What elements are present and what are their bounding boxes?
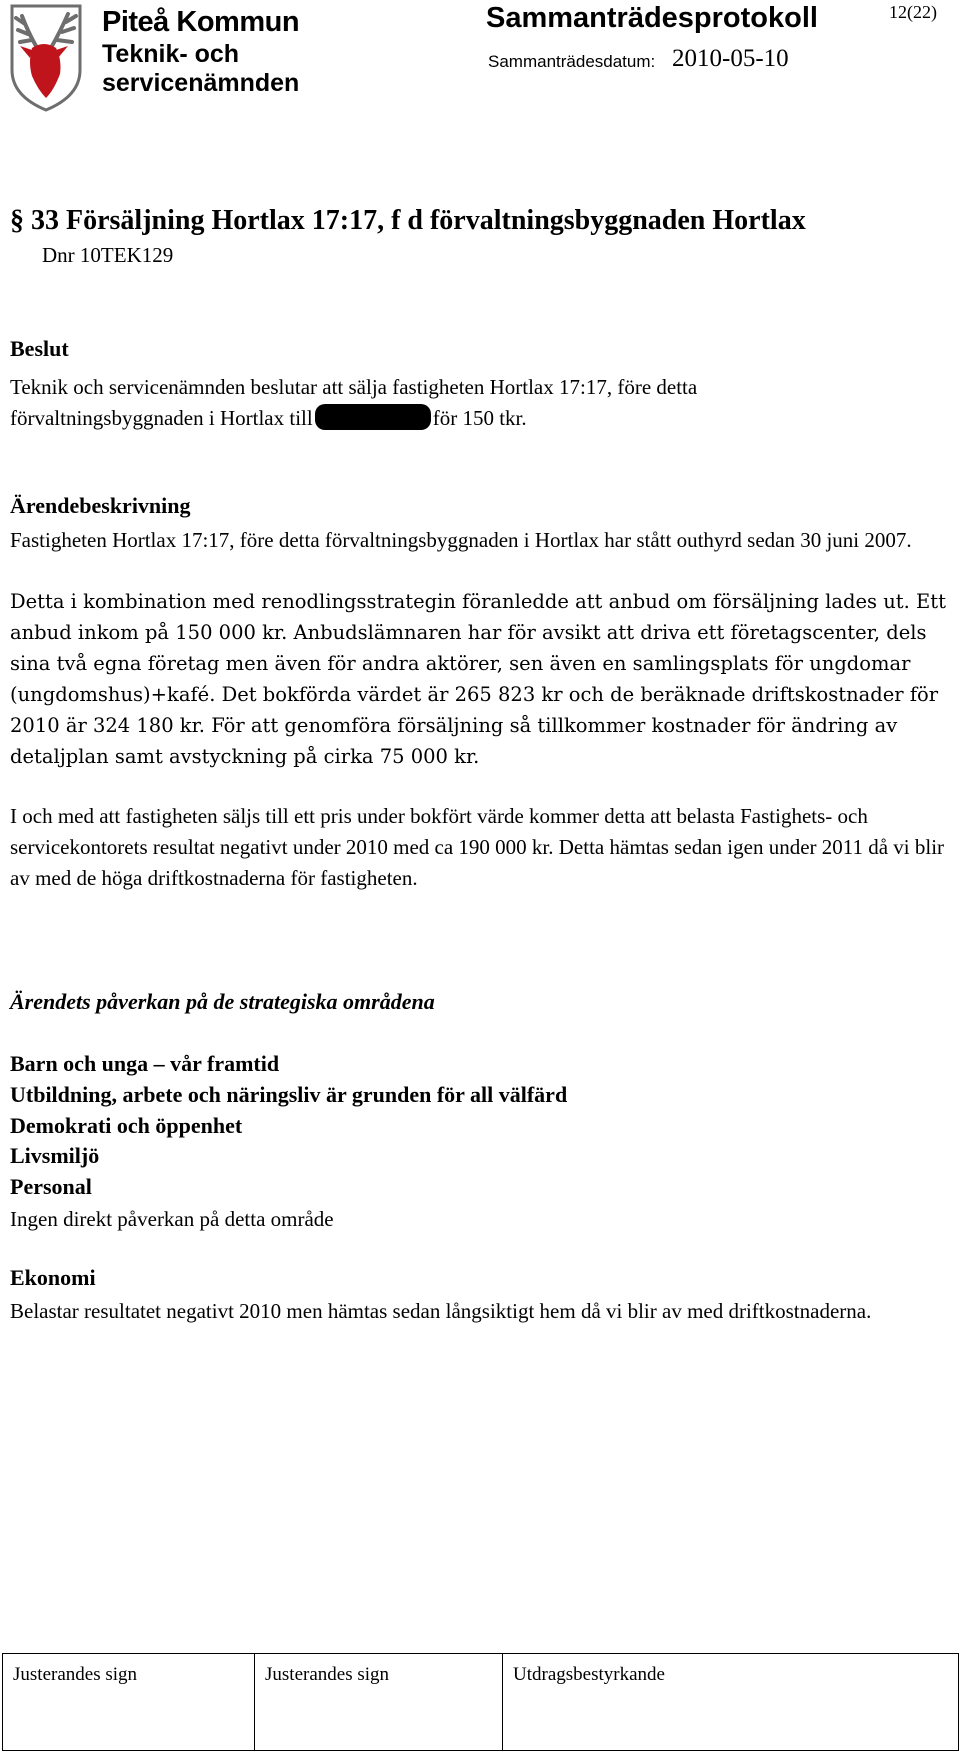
decision-heading: Beslut [10, 336, 69, 361]
section-heading: § 33 Försäljning Hortlax 17:17, f d förvaltningsbyggnaden Hortlax [10, 205, 806, 236]
signature-cell [3, 1654, 255, 1750]
redaction-block [315, 404, 431, 430]
page-number: 12(22) [889, 2, 937, 22]
decision-line-2-end: för 150 tkr. [432, 406, 527, 430]
strategic-area-item: Personal [10, 1174, 92, 1199]
extract-certification-cell [503, 1654, 958, 1750]
signature-table [2, 1653, 959, 1751]
extract-certification-label: Utdragsbestyrkande [513, 1664, 665, 1685]
strategic-area-item: Livsmiljö [10, 1143, 100, 1168]
organization-name: Piteå Kommun [102, 6, 300, 38]
meeting-date-value: 2010-05-10 [672, 45, 789, 72]
economy-text: Belastar resultatet negativt 2010 men hämtas sedan långsiktigt hem då vi blir av med driftkostnaderna. [10, 1299, 872, 1323]
case-description-paragraph-2: Detta i kombination med renodlingsstrategin föranledde att anbud om försäljning lades ut. Ett anbud inkom på 150 000 kr. Anbudslämnaren har för avsikt att driva ett företagscenter, dels sina två egna företag men även för andra aktörer, sen även en samlingsplats för ungdomar (ungdomshus)+kafé. Det bokförda värdet är 265 823 kr och de beräknade driftskostnader för 2010 är 324 180 kr. För att genomföra försäljning så tillkommer kostnader för ändring av detaljplan samt avstyckning på cirka 75 000 kr. [10, 590, 946, 768]
strategic-impact-heading: Ärendets påverkan på de strategiska områdena [10, 989, 435, 1014]
signature-cell [255, 1654, 503, 1750]
decision-line-2 [10, 403, 950, 434]
adjuster-signature-label: Justerandes sign [13, 1664, 138, 1685]
case-description-paragraph-1: Fastigheten Hortlax 17:17, före detta förvaltningsbyggnaden i Hortlax har stått outhyrd sedan 30 juni 2007. [10, 528, 912, 552]
economy-heading: Ekonomi [10, 1265, 96, 1290]
meeting-date-label: Sammanträdesdatum: [488, 52, 656, 71]
case-description-heading: Ärendebeskrivning [10, 493, 191, 518]
adjuster-signature-label: Justerandes sign [265, 1664, 390, 1685]
protocol-title: Sammanträdesprotokoll [486, 2, 818, 34]
decision-line-1: Teknik och servicenämnden beslutar att sälja fastigheten Hortlax 17:17, före detta [10, 375, 698, 399]
decision-text [10, 372, 950, 434]
strategic-area-item: Utbildning, arbete och näringsliv är grunden för all välfärd [10, 1082, 568, 1107]
decision-line-2-start: förvaltningsbyggnaden i Hortlax till [10, 406, 313, 430]
strategic-area-item: Barn och unga – vår framtid [10, 1051, 280, 1076]
case-description-paragraph-3: I och med att fastigheten säljs till ett pris under bokfört värde kommer detta att belasta Fastighets- och servicekontorets resultat negativt under 2010 med ca 190 000 kr. Detta hämtas sedan igen under 2011 då vi blir av med de höga driftkostnaderna för fastigheten. [10, 804, 945, 890]
strategic-area-note: Ingen direkt påverkan på detta område [10, 1207, 334, 1231]
strategic-area-item: Demokrati och öppenhet [10, 1113, 243, 1138]
reindeer-crest-icon [6, 2, 86, 114]
registration-number: Dnr 10TEK129 [42, 243, 174, 267]
committee-name: Teknik- och servicenämnden [102, 40, 300, 97]
